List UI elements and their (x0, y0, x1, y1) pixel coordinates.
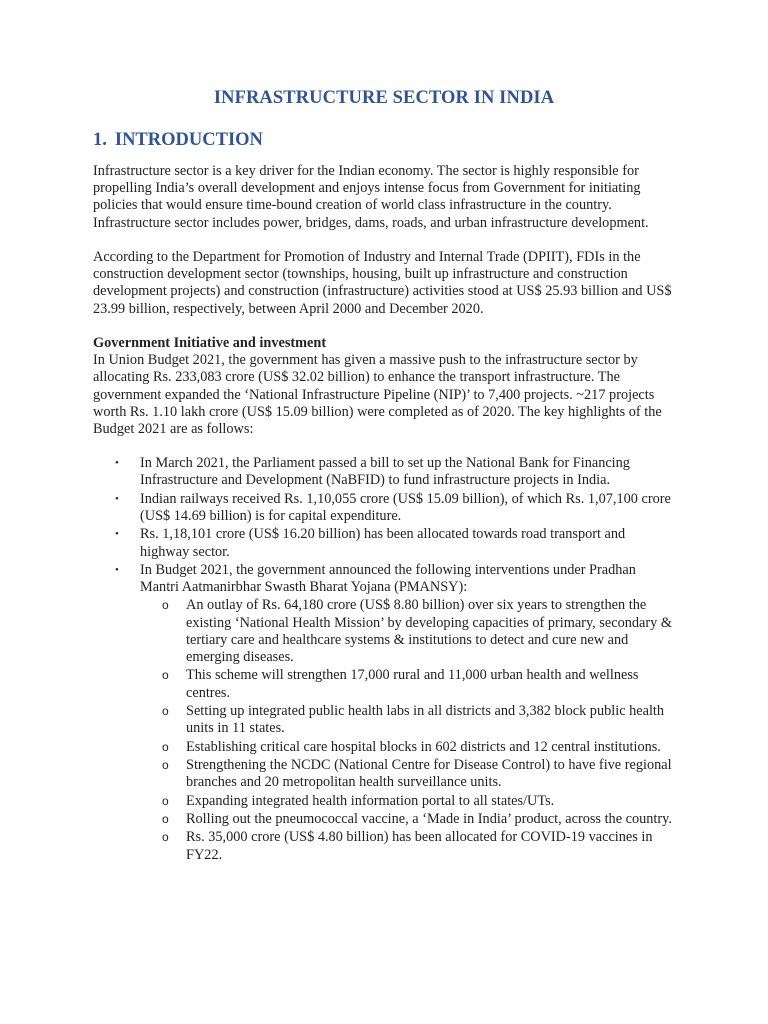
circle-bullet-icon: o (162, 757, 169, 772)
bullet-icon: • (115, 564, 119, 576)
list-item-text: In March 2021, the Parliament passed a bill to set up the National Bank for Financing Infrastructure and Development (NaBFID) to fund infrastructure projects in India. (140, 455, 630, 489)
budget-paragraph: In Union Budget 2021, the government has given a massive push to the infrastructure sector by allocating Rs. 233,083 crore (US$ 32.02 billion) to enhance the transport infrastructure. The government expanded the ‘National Infrastructure Pipeline (NIP)’ to 7,400 projects. ~217 projects worth Rs. 1.10 lakh crore (US$ 15.09 billion) were completed as of 2020. The key highlights of the Budget 2021 are as follows: (93, 352, 662, 438)
sub-list-item (140, 829, 673, 863)
circle-bullet-icon: o (162, 793, 169, 808)
circle-bullet-icon: o (162, 830, 169, 845)
list-item-text: In Budget 2021, the government announced the following interventions under Pradhan Mantri Aatmanirbhar Swasth Bharat Yojana (PMANSY): (140, 562, 636, 596)
section-heading (93, 130, 263, 151)
bullet-icon: • (115, 528, 119, 541)
sub-list-item (140, 667, 673, 701)
sub-list-item-text: Establishing critical care hospital blocks in 602 districts and 12 central institutions. (186, 738, 661, 755)
section-number: 1. (93, 130, 107, 150)
sub-list-item-text: Rs. 35,000 crore (US$ 4.80 billion) has been allocated for COVID-19 vaccines in FY22. (186, 829, 653, 863)
circle-bullet-icon: o (162, 739, 169, 754)
sub-list-item (140, 757, 673, 791)
sub-list-item-text: Strengthening the NCDC (National Centre for Disease Control) to have five regional branches and 20 metropolitan health surveillance units. (186, 756, 672, 791)
list-item-text: Indian railways received Rs. 1,10,055 crore (US$ 15.09 billion), of which Rs. 1,07,100 crore (US$ 14.69 billion) is for capital expenditure. (140, 490, 671, 525)
circle-bullet-icon: o (162, 598, 169, 613)
sub-list-item (140, 739, 673, 756)
sub-list-item (140, 793, 673, 810)
sub-list-item (140, 597, 673, 666)
sub-list-item-text: This scheme will strengthen 17,000 rural and 11,000 urban health and wellness centres. (186, 667, 639, 701)
pmansy-interventions-list (140, 597, 673, 863)
bullet-icon: • (115, 457, 119, 470)
subheading: Government Initiative and investment (93, 335, 327, 351)
budget-highlights-list (93, 455, 673, 864)
sub-list-item-text: Setting up integrated public health labs in all districts and 3,382 block public health units in 11 states. (186, 703, 665, 737)
bullet-icon: • (115, 492, 119, 505)
list-item (93, 455, 673, 489)
sub-list-item (140, 703, 673, 737)
sub-list-item-text: An outlay of Rs. 64,180 crore (US$ 8.80 billion) over six years to strengthen the existing ‘National Health Mission’ by developing capacities of primary, secondary & tertiary care and healthcare systems & institutions to detect and cure new and emerging diseases. (186, 597, 672, 666)
list-item (93, 562, 673, 864)
sub-list-item-text: Rolling out the pneumococcal vaccine, a ‘Made in India’ product, across the country. (186, 810, 672, 827)
sub-list-item (140, 811, 673, 828)
circle-bullet-icon: o (162, 668, 169, 683)
sub-list-item-text: Expanding integrated health information portal to all states/UTs. (186, 792, 555, 809)
intro-paragraph: Infrastructure sector is a key driver for the Indian economy. The sector is highly responsible for propelling India’s overall development and enjoys intense focus from Government for initiating policies that would ensure time-bound creation of world class infrastructure in the country. Infrastructure sector includes power, bridges, dams, roads, and urban infrastructure development. (93, 163, 649, 231)
document-body (93, 163, 673, 865)
circle-bullet-icon: o (162, 704, 169, 718)
circle-bullet-icon: o (162, 811, 169, 826)
fdi-paragraph: According to the Department for Promotion of Industry and Internal Trade (DPIIT), FDIs in the construction development sector (townships, housing, built up infrastructure and construction development projects) and construction (infrastructure) activities stood at US$ 25.93 billion and US$ 23.99 billion, respectively, between April 2000 and December 2020. (93, 249, 672, 317)
section-heading-text: INTRODUCTION (114, 130, 263, 150)
list-item (93, 491, 673, 525)
list-item (93, 526, 673, 560)
list-item-text: Rs. 1,18,101 crore (US$ 16.20 billion) has been allocated towards road transport and highway sector. (140, 526, 626, 560)
document-title: INFRASTRUCTURE SECTOR IN INDIA (213, 88, 555, 108)
